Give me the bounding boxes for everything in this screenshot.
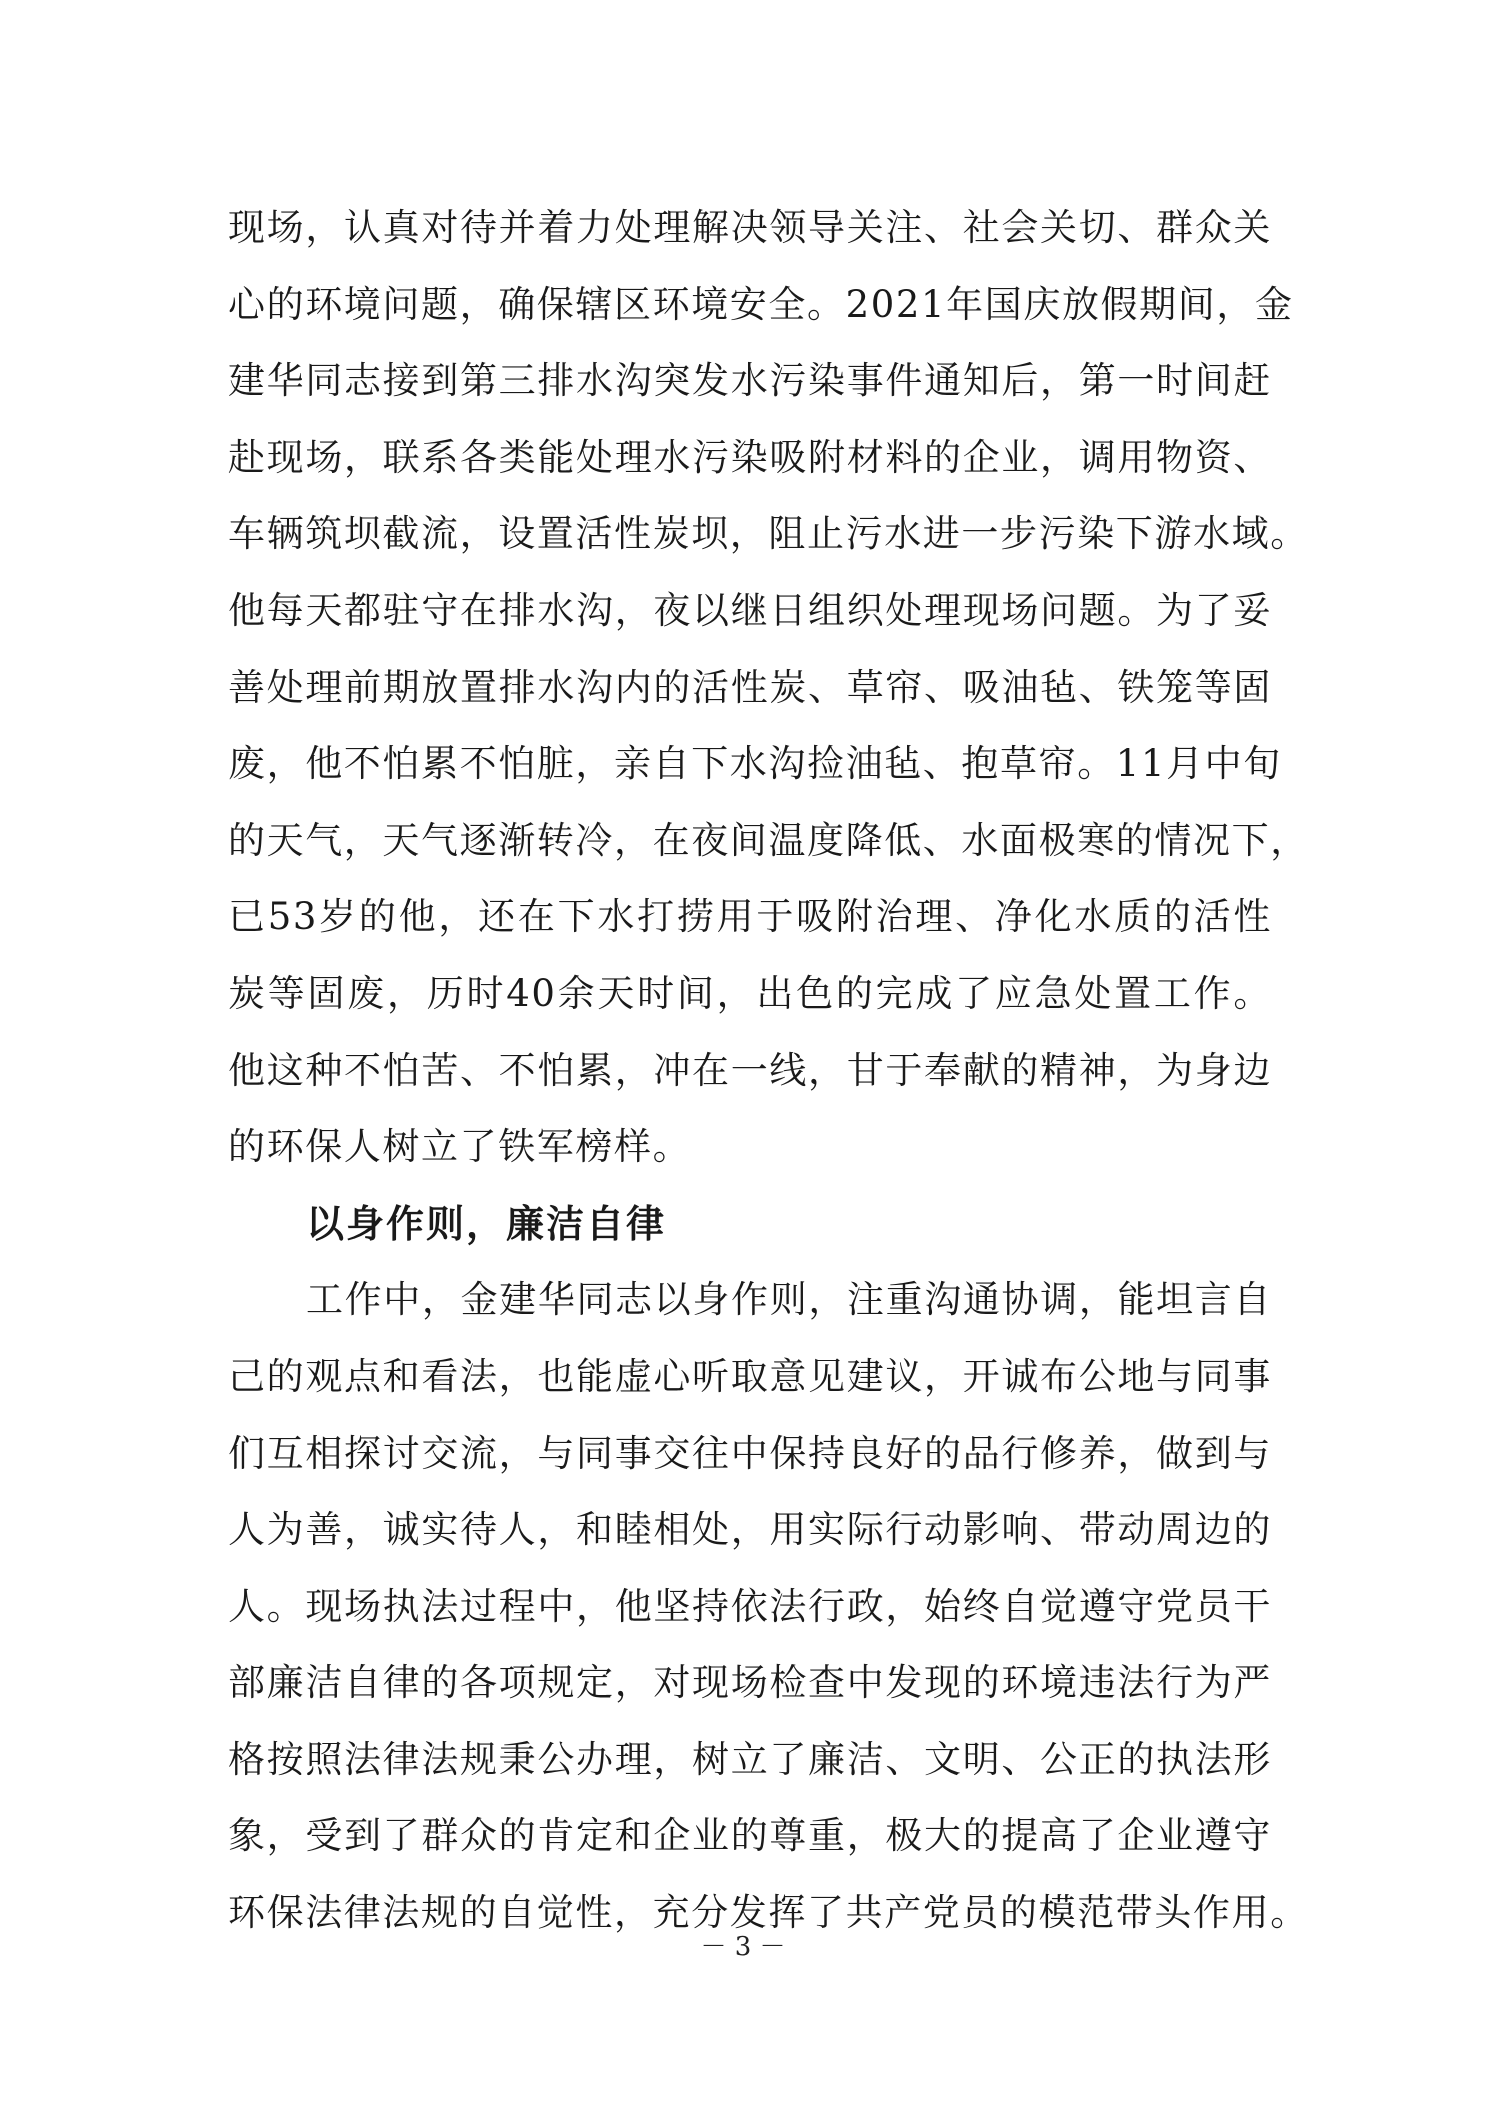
text-line: 部廉洁自律的各项规定，对现场检查中发现的环境违法行为严 — [228, 1661, 1272, 1705]
text-line: 人为善，诚实待人，和睦相处，用实际行动影响、带动周边的 — [228, 1508, 1272, 1552]
text-line: 心的环境问题，确保辖区环境安全。2021年国庆放假期间，金 — [228, 282, 1294, 326]
text-line: 的环保人树立了铁军榜样。 — [228, 1125, 692, 1169]
text-line: 善处理前期放置排水沟内的活性炭、草帘、吸油毡、铁笼等固 — [228, 665, 1272, 709]
text-line: 现场，认真对待并着力处理解决领导关注、社会关切、群众关 — [228, 206, 1272, 249]
paragraph-2 — [228, 1262, 1309, 1951]
text-line: 已53岁的他，还在下水打捞用于吸附治理、净化水质的活性 — [228, 895, 1272, 939]
text-line: 象，受到了群众的肯定和企业的尊重，极大的提高了企业遵守 — [228, 1814, 1272, 1858]
text-line: 车辆筑坝截流，设置活性炭坝，阻止污水进一步污染下游水域。 — [228, 512, 1309, 556]
paragraph-1 — [228, 190, 1309, 1186]
text-line: 建华同志接到第三排水沟突发水污染事件通知后，第一时间赶 — [228, 359, 1272, 403]
text-line: 的天气，天气逐渐转冷，在夜间温度降低、水面极寒的情况下， — [228, 818, 1309, 862]
text-line: 们互相探讨交流，与同事交往中保持良好的品行修养，做到与 — [228, 1431, 1272, 1475]
text-line: 炭等固废，历时40余天时间，出色的完成了应急处置工作。 — [228, 971, 1272, 1015]
text-line: 他每天都驻守在排水沟，夜以继日组织处理现场问题。为了妥 — [228, 588, 1272, 632]
text-line: 他这种不怕苦、不怕累，冲在一线，甘于奉献的精神，为身边 — [228, 1048, 1272, 1092]
text-line: 废，他不怕累不怕脏，亲自下水沟捡油毡、抱草帘。11月中旬 — [228, 742, 1282, 786]
page-number: － 3 － — [700, 1932, 786, 1962]
text-line: 己的观点和看法，也能虚心听取意见建议，开诚布公地与同事 — [228, 1354, 1272, 1398]
text-line: 人。现场执法过程中，他坚持依法行政，始终自觉遵守党员干 — [228, 1584, 1272, 1628]
text-line: 格按照法律法规秉公办理，树立了廉洁、文明、公正的执法形 — [228, 1737, 1272, 1781]
page-body — [228, 190, 1309, 1952]
text-line: 赴现场，联系各类能处理水污染吸附材料的企业，调用物资、 — [228, 435, 1272, 479]
text-line: 环保法律法规的自觉性，充分发挥了共产党员的模范带头作用。 — [228, 1891, 1309, 1935]
text-line: 工作中，金建华同志以身作则，注重沟通协调，能坦言自 — [306, 1278, 1272, 1322]
section-heading: 以身作则，廉洁自律 — [306, 1201, 667, 1246]
